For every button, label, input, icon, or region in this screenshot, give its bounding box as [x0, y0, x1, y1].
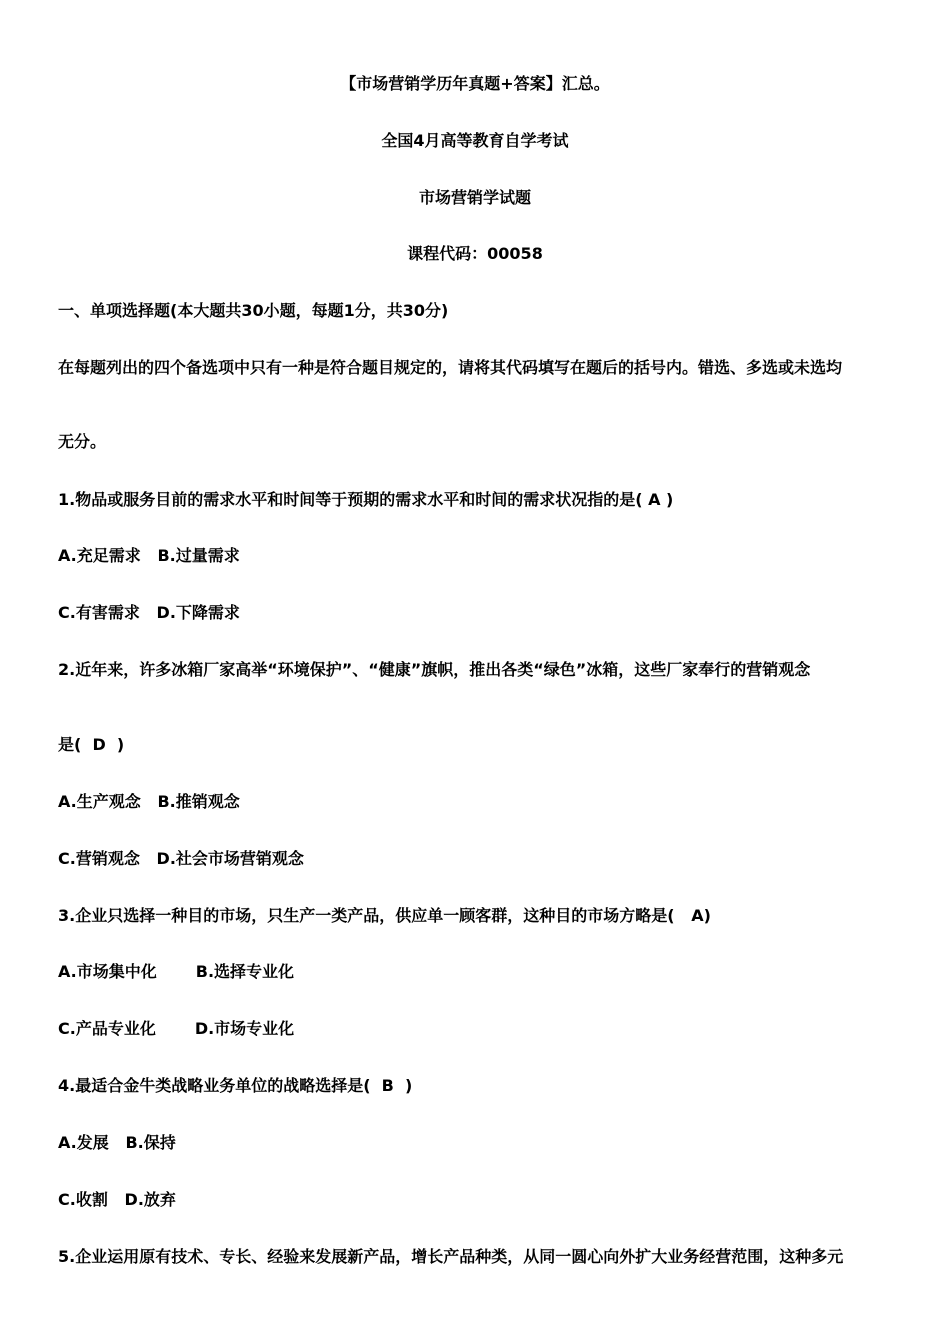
exam-name: 全国4月高等教育自学考试 [381, 131, 569, 150]
question-options: C.有害需求 D.下降需求 [58, 603, 240, 622]
section-heading: 一、单项选择题(本大题共30小题，每题1分，共30分) [58, 301, 449, 320]
section-instruction-cont: 无分。 [58, 432, 107, 451]
question-stem: 4.最适合金牛类战略业务单位的战略选择是( B ) [58, 1076, 413, 1095]
question-stem-cont: 是( D ) [58, 735, 125, 754]
question-options: A.市场集中化 B.选择专业化 [58, 962, 295, 981]
question-options: C.产品专业化 D.市场专业化 [58, 1019, 295, 1038]
question-options: A.生产观念 B.推销观念 [58, 792, 240, 811]
course-code: 课程代码：00058 [407, 244, 543, 263]
question-stem: 5.企业运用原有技术、专长、经验来发展新产品，增长产品种类，从同一圆心向外扩大业务经营范围，这种多元 [58, 1247, 844, 1266]
question-options: C.收割 D.放弃 [58, 1190, 176, 1209]
question-options: A.充足需求 B.过量需求 [58, 546, 240, 565]
subject-title: 市场营销学试题 [418, 188, 531, 207]
section-instruction: 在每题列出的四个备选项中只有一种是符合题目规定的，请将其代码填写在题后的括号内。错选、多选或未选均 [58, 358, 843, 377]
question-options: A.发展 B.保持 [58, 1133, 176, 1152]
question-options: C.营销观念 D.社会市场营销观念 [58, 849, 304, 868]
question-stem: 3.企业只选择一种目的市场，只生产一类产品，供应单一顾客群，这种目的市场方略是( A) [58, 906, 711, 925]
question-stem: 2.近年来，许多冰箱厂家高举“环境保护”、“健康”旗帜，推出各类“绿色”冰箱，这些厂家奉行的营销观念 [58, 660, 811, 679]
question-stem: 1.物品或服务目前的需求水平和时间等于预期的需求水平和时间的需求状况指的是( A ) [58, 490, 674, 509]
document-title: 【市场营销学历年真题+答案】汇总。 [340, 74, 610, 93]
